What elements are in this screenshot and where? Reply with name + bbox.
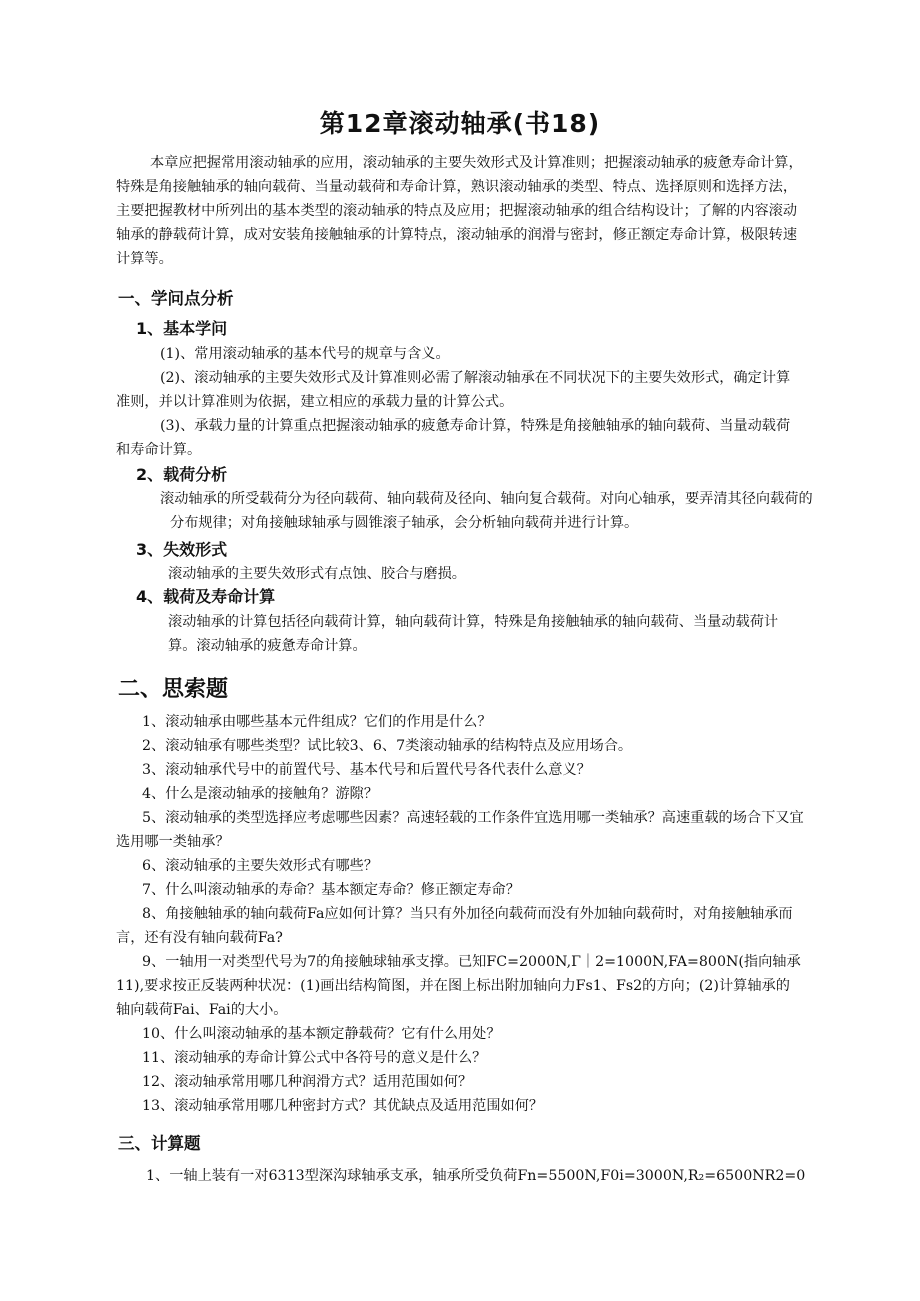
load-analysis-text: 滚动轴承的所受载荷分为径向载荷、轴向载荷及径向、轴向复合载荷。对向心轴承，要弄清其径向载荷的分布规律；对角接触球轴承与圆锥滚子轴承，会分析轴向载荷并进行计算。 [160,491,813,531]
basic-knowledge-item-1: (1)、常用滚动轴承的基本代号的规章与含义。 [160,346,450,362]
question-5: 5、滚动轴承的类型选择应考虑哪些因素？高速轻载的工作条件宜选用哪一类轴承？高速重载的场合下又宜选用哪一类轴承？ [116,810,804,850]
question-4: 4、什么是滚动轴承的接触角？游隙？ [142,786,379,802]
intro-paragraph: 本章应把握常用滚动轴承的应用，滚动轴承的主要失效形式及计算准则；把握滚动轴承的疲惫寿命计算，特殊是角接触轴承的轴向载荷、当量动载荷和寿命计算，熟识滚动轴承的类型、特点、选择原则和选择方法，主要把握教材中所列出的基本类型的滚动轴承的特点及应用；把握滚动轴承的组合结构设计；了解的内容滚动轴承的静载荷计算，成对安装角接触轴承的计算特点，滚动轴承的润滑与密封，修正额定寿命计算，极限转速计算等。 [116,155,803,267]
subsection-basic-knowledge-heading: 1、基本学问 [136,319,228,338]
subsection-load-analysis-heading: 2、载荷分析 [136,465,228,484]
question-11: 11、滚动轴承的寿命计算公式中各符号的意义是什么？ [142,1050,487,1066]
question-2: 2、滚动轴承有哪些类型？试比较3、6、7类滚动轴承的结构特点及应用场合。 [142,738,633,754]
section-2-heading: 二、思索题 [118,677,229,702]
question-8: 8、角接触轴承的轴向载荷Fa应如何计算？当只有外加径向载荷而没有外加轴向载荷时，对角接触轴承而言，还有没有轴向载荷Fa? [116,906,793,946]
question-12: 12、滚动轴承常用哪几种润滑方式？适用范围如何？ [142,1074,473,1090]
question-10: 10、什么叫滚动轴承的基本额定静载荷？它有什么用处？ [142,1026,501,1042]
chapter-title: 第12章滚动轴承(书18) [319,109,601,138]
basic-knowledge-item-3: (3)、承载力量的计算重点把握滚动轴承的疲惫寿命计算，特殊是角接触轴承的轴向载荷、当量动载荷和寿命计算。 [116,418,791,458]
question-7: 7、什么叫滚动轴承的寿命？基本额定寿命？修正额定寿命？ [142,882,520,898]
question-3: 3、滚动轴承代号中的前置代号、基本代号和后置代号各代表什么意义？ [142,762,591,778]
calculation-problem-1: 1、一轴上装有一对6313型深沟球轴承支承，轴承所受负荷Fn=5500N,F0i=3000N,R₂=6500NR2=0 [146,1168,806,1184]
section-3-heading: 三、计算题 [118,1134,201,1153]
subsection-load-life-heading: 4、载荷及寿命计算 [136,587,276,606]
question-13: 13、滚动轴承常用哪几种密封方式？其优缺点及适用范围如何？ [142,1098,544,1114]
question-9: 9、一轴用一对类型代号为7的角接触球轴承支撑。已知FC=2000N,Γ｜2=1000N,FA=800N(指向轴承11),要求按正反装两种状况：(1)画出结构简图，并在图上标出附加轴向力Fs1、Fs2的方向；(2)计算轴承的轴向载荷Fai、Fai的大小。 [116,954,801,1018]
failure-modes-text: 滚动轴承的主要失效形式有点蚀、胶合与磨损。 [168,566,466,582]
question-6: 6、滚动轴承的主要失效形式有哪些？ [142,858,379,874]
basic-knowledge-item-2: (2)、滚动轴承的主要失效形式及计算准则必需了解滚动轴承在不同状况下的主要失效形式，确定计算准则，并以计算准则为依据，建立相应的承载力量的计算公式。 [116,370,791,410]
question-1: 1、滚动轴承由哪些基本元件组成？它们的作用是什么？ [142,714,492,730]
subsection-failure-modes-heading: 3、失效形式 [136,540,228,559]
load-life-text: 滚动轴承的计算包括径向载荷计算，轴向载荷计算，特殊是角接触轴承的轴向载荷、当量动载荷计算。滚动轴承的疲惫寿命计算。 [168,614,779,654]
section-1-heading: 一、学问点分析 [118,289,234,308]
